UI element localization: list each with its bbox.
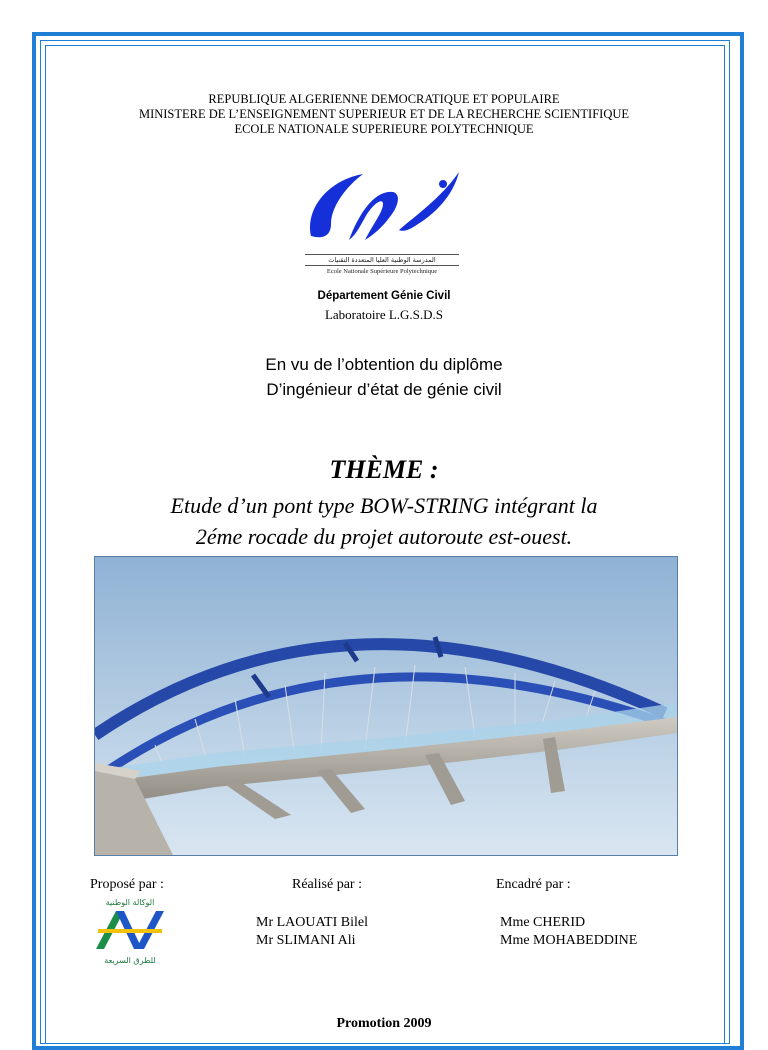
highway-agency-logo (86, 895, 170, 967)
school-logo (303, 168, 461, 278)
diploma-line-1: En vu de l’obtention du diplôme (265, 355, 503, 374)
diploma-statement (0, 352, 768, 402)
promotion-year: Promotion 2009 (336, 1016, 432, 1031)
header-line-school: ECOLE NATIONALE SUPERIEURE POLYTECHNIQUE (234, 122, 534, 136)
student-name: Mr SLIMANI Ali (256, 933, 356, 948)
student-name: Mr LAOUATI Bilel (256, 915, 368, 930)
bridge-rendering-image (94, 556, 678, 856)
logo-arabic-text: المدرسة الوطنية العليا المتعددة التقنيات (328, 256, 436, 264)
supervised-by-label: Encadré par : (496, 877, 571, 892)
department-name: Département Génie Civil (317, 290, 451, 302)
students-list (256, 914, 368, 950)
supervisor-name: Mme MOHABEDDINE (500, 933, 638, 948)
header-line-republic: REPUBLIQUE ALGERIENNE DEMOCRATIQUE ET POPULAIRE (208, 92, 560, 106)
subject-line-1: Etude d’un pont type BOW-STRING intégrant la (170, 493, 598, 518)
laboratory-name: Laboratoire L.G.S.D.S (324, 307, 444, 322)
realized-by-label: Réalisé par : (292, 877, 362, 892)
supervisors-list (500, 914, 637, 950)
subject-line-2: 2éme rocade du projet autoroute est-ouest. (195, 524, 573, 549)
theme-label: THÈME : (329, 455, 439, 484)
supervisor-name: Mme CHERID (500, 915, 586, 930)
diploma-line-2: D’ingénieur d’état de génie civil (266, 380, 502, 399)
bow-string-bridge-illustration (95, 557, 677, 855)
agency-arabic-bottom: للطرق السريعة (104, 956, 156, 965)
thesis-subject (0, 490, 768, 552)
proposed-by-label: Proposé par : (90, 877, 164, 892)
agency-arabic-top: الوكالة الوطنية (105, 898, 155, 907)
school-logo-graphic (303, 168, 461, 278)
agency-logo-graphic (86, 895, 170, 967)
institution-header (0, 92, 768, 137)
logo-latin-text: Ecole Nationale Supérieure Polytechnique (326, 268, 438, 275)
header-line-ministry: MINISTERE DE L’ENSEIGNEMENT SUPERIEUR ET DE LA RECHERCHE SCIENTIFIQUE (138, 107, 630, 121)
